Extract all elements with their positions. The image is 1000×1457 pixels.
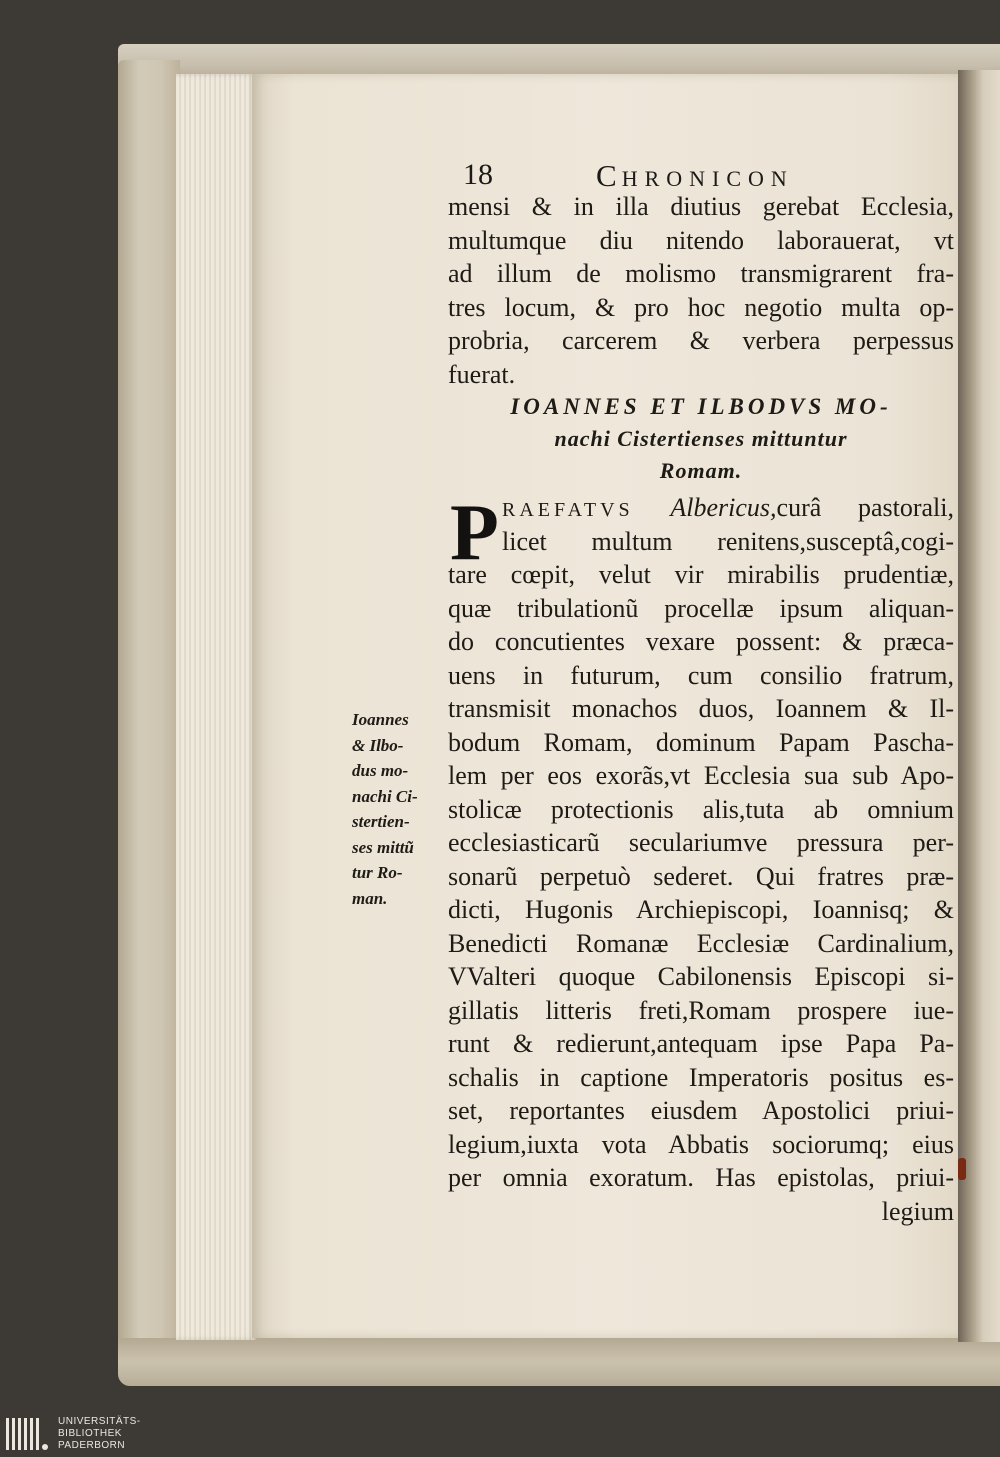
library-logo-icon <box>6 1414 50 1454</box>
book-cover-bottom <box>118 1338 1000 1386</box>
logo-line: PADERBORN <box>58 1440 126 1451</box>
heading-line: IOANNES ET ILBODVS MO- <box>510 394 892 419</box>
line: licet multum renitens,susceptâ,cogi- <box>502 526 954 556</box>
margin-note-line: ses mittũ <box>352 837 414 857</box>
line: schalis in captione Imperatoris positus es- <box>448 1062 954 1092</box>
margin-note-line: tur Ro- <box>352 863 403 882</box>
line: probria, carcerem & verbera perpessus <box>448 326 954 355</box>
margin-note-line: dus mo- <box>352 761 409 780</box>
text-block <box>448 190 954 1228</box>
margin-note-line: Ioannes <box>352 710 409 729</box>
paragraph <box>448 491 954 1228</box>
line: multumque diu nitendo laborauerat, vt <box>448 225 954 255</box>
line: fuerat. <box>448 359 516 389</box>
italic-name: Albericus, <box>670 493 777 522</box>
heading-line: nachi Cistertienses mittuntur <box>554 426 848 451</box>
line: Benedicti Romanæ Ecclesiæ Cardinalium, <box>448 928 954 958</box>
drop-cap: P <box>450 489 499 577</box>
section-heading <box>448 391 954 487</box>
margin-note-line: & Ilbo- <box>352 735 404 755</box>
line: do concutientes vexare possent: & præca- <box>448 627 954 656</box>
logo-line: BIBLIOTHEK <box>58 1428 122 1439</box>
small-caps-word: RAEFATVS <box>502 499 634 521</box>
line: lem per eos exorãs,vt Ecclesia sua sub Apo- <box>448 761 954 790</box>
logo-line: UNIVERSITÄTS- <box>58 1416 141 1427</box>
book-cover-top <box>118 44 1000 78</box>
line: stolicæ protectionis alis,tuta ab omnium <box>448 794 954 824</box>
line: dicti, Hugonis Archiepiscopi, Ioannisq; & <box>448 895 954 924</box>
page-edges <box>176 74 256 1340</box>
margin-note-line: stertien- <box>352 812 410 831</box>
library-logo-text <box>58 1416 141 1452</box>
line-rest: curâ pastorali, <box>776 493 955 522</box>
line: bodum Romam, dominum Papam Pascha- <box>448 727 954 757</box>
heading-line: Romam. <box>659 458 743 483</box>
line: gillatis litteris freti,Romam prospere iue- <box>448 995 954 1025</box>
running-head: CHRONICON <box>596 158 794 193</box>
line: tres locum, & pro hoc negotio multa op- <box>448 292 954 322</box>
line: uens in futurum, cum consilio fratrum, <box>448 660 954 690</box>
line: runt & redierunt,antequam ipse Papa Pa- <box>448 1029 954 1058</box>
line: sonarũ perpetuò sederet. Qui fratres præ- <box>448 861 954 891</box>
line: set, reportantes eiusdem Apostolici priui- <box>448 1096 954 1125</box>
margin-note-line: nachi Ci- <box>352 786 418 806</box>
book-cover-left <box>118 60 180 1370</box>
page-number: 18 <box>463 158 493 191</box>
line: ecclesiasticarũ seculariumve pressura per- <box>448 828 954 857</box>
margin-note <box>352 707 432 911</box>
line: transmisit monachos duos, Ioannem & Il- <box>448 694 954 723</box>
catchword: legium <box>881 1196 954 1226</box>
line: per omnia exoratum. Has epistolas, priui- <box>448 1163 954 1192</box>
library-logo <box>0 1408 160 1457</box>
book-gutter <box>958 70 1000 1342</box>
ribbon-marker <box>958 1158 966 1180</box>
line: quæ tribulationũ procellæ ipsum aliquan- <box>448 593 954 623</box>
line: mensi & in illa diutius gerebat Ecclesia, <box>448 192 954 221</box>
line: ad illum de molismo transmigrarent fra- <box>448 259 954 288</box>
margin-note-line: man. <box>352 888 388 908</box>
line: legium,iuxta vota Abbatis sociorumq; eius <box>448 1129 954 1159</box>
line: VValteri quoque Cabilonensis Episcopi si- <box>448 962 954 991</box>
line: tare cœpit, velut vir mirabilis prudentiæ, <box>448 560 954 589</box>
line <box>448 491 954 525</box>
